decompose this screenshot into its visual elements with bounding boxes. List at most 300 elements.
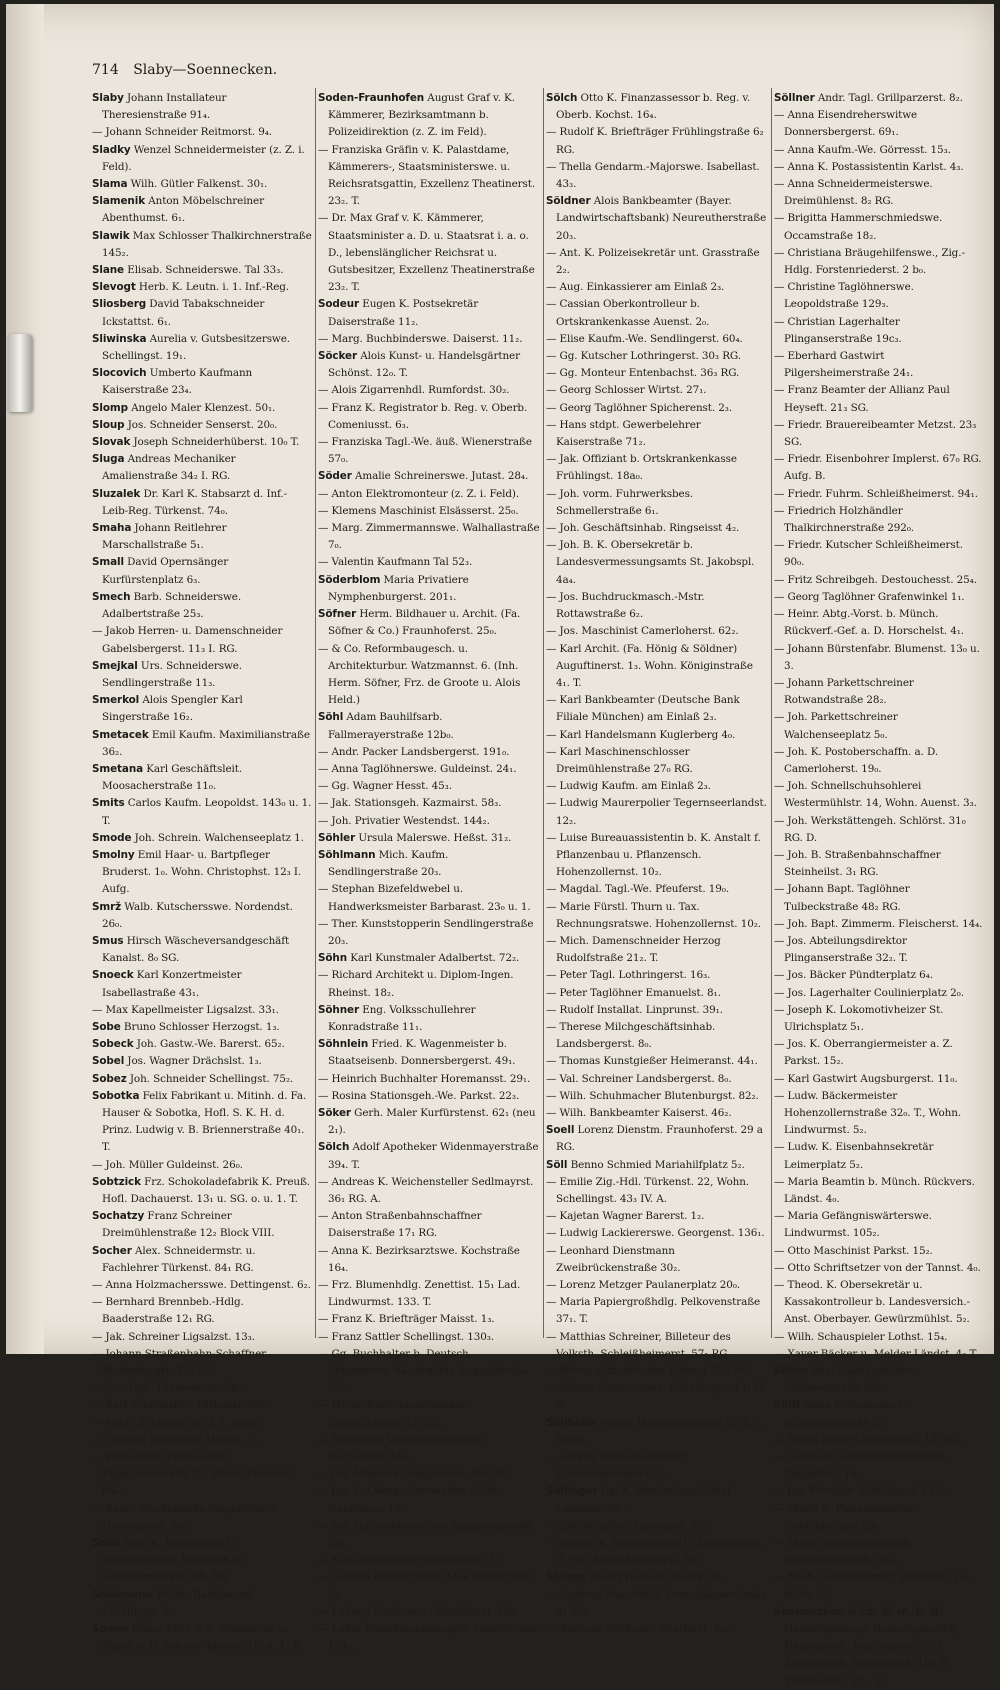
entry-surname: Smejkal xyxy=(92,659,138,672)
directory-entry xyxy=(318,400,540,434)
directory-entry xyxy=(318,1569,540,1603)
entry-text: — Johann Schneider Reitmorst. 9₄. xyxy=(92,126,272,139)
directory-entry xyxy=(318,813,540,830)
entry-surname: Slaby xyxy=(92,92,124,104)
directory-entry xyxy=(774,1501,986,1535)
entry-text: Adolf Apotheker Widenmayerstraße 39₄. T. xyxy=(328,1141,539,1171)
directory-entry xyxy=(92,554,312,588)
directory-entry xyxy=(318,916,540,950)
directory-entry xyxy=(546,1535,768,1569)
directory-entry xyxy=(92,1019,312,1036)
entry-text: — Ant. K. Polizeisekretär unt. Grasstraße 2₂. xyxy=(546,246,760,277)
entry-surname: Sölter xyxy=(774,1365,809,1378)
entry-text: Emil K. Registrator b. Hauptzollamts München III Lindwurmstraße 58₂ SG. xyxy=(102,1537,245,1584)
entry-text: Hirsch Wäscheversandgeschäft Kanalst. 8₀ SG. xyxy=(102,934,290,965)
entry-text: — Joseph K. Lokomotivheizer St. Ulrichsplatz 5₁. xyxy=(774,1003,944,1033)
entry-text: Bruno Schlosser Herzogst. 1₃. xyxy=(123,1020,280,1033)
entry-text: — Jak. Stationsgeh. Kazmairst. 58₃. xyxy=(318,797,502,810)
entry-text: Amalie Schreinerswe. Jutast. 28₄. xyxy=(354,470,529,483)
entry-text: — Anna Schneidermeisterswe. Dreimühlenst. 8₂ RG. xyxy=(774,178,933,208)
directory-entry xyxy=(92,262,312,279)
entry-text: — Franz Sattler Schellingst. 130₃. xyxy=(318,1330,495,1343)
directory-entry xyxy=(546,124,768,158)
directory-entry xyxy=(546,985,768,1002)
directory-entry xyxy=(774,245,986,279)
entry-text: Wenzel Schneidermeister (z. Z. i. Feld). xyxy=(102,143,305,173)
column-3 xyxy=(546,90,768,1636)
directory-entry xyxy=(774,451,986,485)
directory-entry xyxy=(774,1260,986,1277)
directory-entry xyxy=(546,1518,768,1535)
directory-entry xyxy=(92,727,312,761)
directory-entry xyxy=(774,1569,986,1603)
directory-entry xyxy=(774,778,986,812)
directory-entry xyxy=(546,331,768,348)
directory-entry xyxy=(92,1088,312,1157)
entry-surname: Soden-Fraunhofen xyxy=(318,92,425,104)
directory-entry xyxy=(546,365,768,382)
directory-entry xyxy=(92,933,312,967)
page-title: Slaby—Soennecken. xyxy=(133,62,278,78)
directory-entry xyxy=(92,1002,312,1019)
directory-entry xyxy=(92,193,312,227)
entry-text: — Dr. Max Graf v. K. Kämmerer, Staatsminister a. D. u. Staatsrat i. a. o. D., lebenslänglicher Reichsrat u. Gutsbesitzer, Exzellenz Theatinerstraße 23₂. T. xyxy=(318,212,535,294)
directory-page xyxy=(6,4,994,1687)
entry-text: — Christian Lagerhalter Plinganserstraße 19c₃. xyxy=(774,315,902,345)
directory-entry xyxy=(774,348,986,382)
directory-entry xyxy=(92,1071,312,1088)
entry-text: Emil Kaufm. Maximilianstraße 36₂. xyxy=(102,728,310,758)
directory-entry xyxy=(546,641,768,693)
directory-entry xyxy=(92,90,312,124)
entry-text: — Franz K. Briefträger Maisst. 1₃. xyxy=(318,1313,495,1326)
directory-entry xyxy=(318,709,540,743)
directory-entry xyxy=(318,744,540,761)
entry-surname: Slama xyxy=(92,178,128,191)
directory-entry xyxy=(546,193,768,245)
entry-text: — Johann Parkettschreiner Rotwandstraße 28₂. xyxy=(774,676,914,707)
entry-text: — Elise Kaufm.-We. Sendlingerst. 60₄. xyxy=(546,332,743,345)
entry-text: — Franz Beamter der Allianz Paul Heyseft. 21₃ SG. xyxy=(774,384,950,414)
directory-entry xyxy=(318,382,540,399)
directory-entry xyxy=(546,1174,768,1208)
entry-text: — Jos. Haltestellenwitwe Augustenstraße 56₃. xyxy=(318,1519,533,1550)
directory-entry xyxy=(546,1019,768,1053)
entry-text: Anna Schlosserswe. Hildegardstraße 5₀. xyxy=(784,1399,907,1429)
entry-text: — Franziska Gräfin v. K. Palastdame, Kämmerers-, Staatsministerswe. u. Reichsratsgattin, Exzellenz Theatinerst. 23₂. T. xyxy=(318,143,536,208)
entry-text: Franz Schreiner Dreimühlenstraße 12₂ Block VIII. xyxy=(102,1210,275,1240)
entry-text: — & Co. Reformbaugesch. u. Architekturbur. Watzmannst. 6. (Inh. Herm. Söfner, Frz. de Groote u. Alois Held.) xyxy=(318,642,521,707)
entry-text: — Jos. Abteilungsdirektor Plinganserstraße 32₂. T. xyxy=(774,934,908,965)
directory-entry xyxy=(546,1587,768,1621)
entry-surname: Söhn xyxy=(318,952,348,965)
entry-text: — Aug. Einkassierer am Einlaß 2₃. xyxy=(546,281,725,294)
directory-entry xyxy=(92,967,312,1001)
entry-text: Felix Fabrikant u. Mitinh. d. Fa. Hauser & Sobotka, Hofl. S. K. H. d. Prinz. Ludwig v. B. Briennerstraße 40₁. T. xyxy=(102,1089,307,1154)
entry-surname: Sode xyxy=(92,1537,121,1550)
directory-entry xyxy=(318,778,540,795)
entry-surname: Söhlmann xyxy=(318,848,376,861)
entry-text: — Maria K. Postassistentin Isabellastraße 28₄. xyxy=(774,1502,914,1532)
entry-text: — Ludwig Kaufm. am Einlaß 2₃. xyxy=(546,780,711,793)
entry-surname: Söllner xyxy=(546,1571,587,1584)
directory-entry xyxy=(774,417,986,451)
directory-entry xyxy=(546,348,768,365)
entry-text: Elisab. Schneiderswe. Tal 33₃. xyxy=(127,264,284,277)
entry-surname: Söcker xyxy=(318,350,357,363)
entry-text: — Anton Straßenbahnschaffner Daiserstraße 17₁ RG. xyxy=(318,1210,482,1240)
directory-entry xyxy=(92,1157,312,1174)
directory-entry xyxy=(92,486,312,520)
directory-entry xyxy=(774,641,986,675)
entry-text: Alois Privatier Geyerst. 9₂. xyxy=(589,1571,727,1584)
entry-text: — Joh. Geschäftsinhab. Ringseisst 4₂. xyxy=(546,522,740,535)
directory-entry xyxy=(546,279,768,296)
entry-text: — Anna K. Bezirksarztswe. Kochstraße 16₄. xyxy=(318,1244,520,1274)
directory-entry xyxy=(546,417,768,451)
directory-entry xyxy=(92,142,312,176)
directory-entry xyxy=(774,1363,986,1397)
directory-entry xyxy=(774,1329,986,1346)
entry-text: — Christine Taglöhnerswe. Leopoldstraße 129₃. xyxy=(774,281,914,311)
directory-entry xyxy=(774,1346,986,1363)
directory-entry xyxy=(92,761,312,795)
entry-surname: Söhner xyxy=(318,1003,359,1016)
directory-entry xyxy=(546,1569,768,1586)
directory-entry xyxy=(774,1071,986,1088)
directory-entry xyxy=(318,348,540,382)
entry-text: David Opernsänger Kurfürstenplatz 6₃. xyxy=(102,556,229,586)
entry-text: — Thomas Schneider Marsst. 7₁. xyxy=(92,1433,262,1446)
directory-entry xyxy=(318,1105,540,1139)
directory-entry xyxy=(774,675,986,709)
entry-surname: Söldner xyxy=(546,195,591,208)
entry-text: August Graf v. K. Kämmerer, Bezirksamtmann b. Polizeidirektion (z. Z. im Feld). xyxy=(328,92,515,139)
entry-text: — Brigitta Hammerschmiedswe. Occamstraße 18₂. xyxy=(774,212,943,242)
directory-entry xyxy=(546,795,768,829)
directory-entry xyxy=(318,1139,540,1173)
directory-entry xyxy=(774,847,986,881)
directory-entry xyxy=(318,950,540,967)
entry-text: Karl Kunstmaler Adalbertst. 72₂. xyxy=(350,952,520,965)
entry-surname: Slocovich xyxy=(92,367,147,380)
entry-surname: Soell xyxy=(546,1124,575,1137)
entry-text: — Karl Gastwirt Augsburgerst. 11₀. xyxy=(774,1072,958,1085)
directory-entry xyxy=(92,417,312,434)
directory-entry xyxy=(546,933,768,967)
directory-entry xyxy=(774,881,986,915)
directory-entry xyxy=(774,744,986,778)
entry-text: — Thomas Kunstgießer Heimeranst. 44₁. xyxy=(546,1055,758,1068)
directory-entry xyxy=(318,572,540,606)
entry-text: — Andreas K. Weichensteller Sedlmayrst. 36₁ RG. A. xyxy=(318,1175,534,1205)
directory-entry xyxy=(546,400,768,417)
entry-text: — Jos. Buchdruckmasch.-Mstr. Rottawstraße 6₂. xyxy=(546,590,705,621)
entry-text: Andreas Mechaniker Amalienstraße 34₂ I. RG. xyxy=(102,453,236,483)
directory-entry xyxy=(546,1415,768,1449)
entry-text: Joh. Schrein. Walchenseeplatz 1. xyxy=(134,831,304,844)
directory-entry xyxy=(546,1243,768,1277)
directory-entry xyxy=(774,1243,986,1260)
entry-surname: Söfner xyxy=(318,608,357,621)
directory-entry xyxy=(774,1397,986,1431)
directory-entry xyxy=(318,1466,540,1483)
entry-text: — Joh. Parkettschreiner Walchenseeplatz 5₀. xyxy=(774,711,898,741)
directory-entry xyxy=(92,1174,312,1208)
directory-entry xyxy=(92,658,312,692)
entry-text: — Magdal. Tagl.-We. Pfeuferst. 19₀. xyxy=(546,883,730,896)
entry-text: — Lorenz Volksschullehrer Lindwurmstraße 62₄. xyxy=(546,1451,685,1481)
entry-text: Herm. Bildhauer u. Archit. (Fa. Söfner & Co.) Fraunhoferst. 25₀. xyxy=(328,608,521,638)
entry-text: Jos. Wagner Drächslst. 1₃. xyxy=(127,1055,262,1068)
directory-entry xyxy=(92,1380,312,1397)
directory-entry xyxy=(546,382,768,399)
directory-entry xyxy=(774,314,986,348)
entry-text: — Maria Papiergroßhdlg. Pelkovenstraße 37₁. T. xyxy=(546,1296,761,1326)
entry-text: — Karl Maschinenschlosser Dreimühlenstraße 27₀ RG. xyxy=(546,745,693,775)
directory-entry xyxy=(92,331,312,365)
entry-text: — Jos. K. Oberrangiermeister a. Z. Parkst. 15₂. xyxy=(774,1038,953,1068)
entry-text: — Karl Handelsmann Kuglerberg 4₀. xyxy=(546,728,736,741)
entry-text: — Ludwig Lackiererswe. Georgenst. 136₁. xyxy=(546,1227,765,1240)
entry-surname: Söll xyxy=(546,1158,568,1171)
entry-text: — Marie Fürstl. Thurn u. Tax. Rechnungsratswe. Hohenzollernst. 10₂. xyxy=(546,900,762,930)
directory-entry xyxy=(92,365,312,399)
entry-text: Gerh. Maler Kurfürstenst. 62₁ (neu 2₁). xyxy=(328,1106,536,1137)
directory-entry xyxy=(92,623,312,657)
entry-surname: Smits xyxy=(92,797,125,810)
directory-entry xyxy=(92,795,312,829)
directory-entry xyxy=(92,1415,312,1432)
entry-text: — Jakob Herren- u. Damenschneider Gabelsbergerst. 11₃ I. RG. xyxy=(92,625,283,655)
entry-text: — Frz. Blumenhdlg. Zenettist. 15₁ Lad. Lindwurmst. 133. T. xyxy=(318,1279,521,1309)
directory-entry xyxy=(774,1535,986,1569)
directory-entry xyxy=(92,228,312,262)
directory-entry xyxy=(546,90,768,124)
entry-text: Anton Möbelschreiner Abenthumst. 6₁. xyxy=(102,195,264,225)
directory-entry xyxy=(318,210,540,296)
entry-text: Alois Kunst- u. Handelsgärtner Schönst. 12₀. T. xyxy=(328,350,520,380)
directory-entry xyxy=(546,727,768,744)
entry-surname: Sobez xyxy=(92,1072,127,1085)
directory-entry xyxy=(318,967,540,1001)
directory-entry xyxy=(92,434,312,451)
entry-text: — Kajetan Wagner Barerst. 1₂. xyxy=(546,1210,705,1223)
entry-text: — Joh. Schäffler Kazmairst. 77₄. xyxy=(546,1519,713,1532)
entry-text: — Theod. K. Obersekretär u. Kassakontrolleur b. Landesversich.-Anst. Oberbayer. Gewürzmühlst. 5₂. xyxy=(774,1279,970,1326)
entry-text: — Anna Taglöhnerswe. Guldeinst. 24₁. xyxy=(318,762,517,775)
entry-text: — Joh. Müller Guldeinst. 26₀. xyxy=(92,1158,243,1171)
column-rule xyxy=(315,88,316,1338)
directory-entry xyxy=(774,210,986,244)
entry-text: David Tabakschneider Ickstattst. 6₁. xyxy=(102,298,265,328)
entry-text: Frz. Schokoladefabrik K. Preuß. Hofl. Dachauerst. 13₁ u. SG. o. u. 1. T. xyxy=(102,1175,311,1205)
directory-entry xyxy=(774,589,986,606)
entry-text: — Otto Maschinist Parkst. 15₂. xyxy=(774,1244,933,1257)
entry-text: — Peter Tagl. Lothringerst. 16₃. xyxy=(546,969,711,982)
directory-entry xyxy=(774,1036,986,1070)
directory-entry xyxy=(546,1002,768,1019)
directory-entry xyxy=(318,830,540,847)
entry-text: — Mich. Schreinermstr. Zenettist. 23₀ Wohn. 7₂. xyxy=(774,1571,971,1601)
entry-text: — Xaver Bäcker u. Melder Ländst. 4₀ T. xyxy=(774,1347,978,1360)
entry-text: — Gg. Kutscher Lothringerst. 30₃ RG. xyxy=(546,350,741,363)
entry-text: Karl Konzertmeister Isabellastraße 43₁. xyxy=(102,969,242,999)
directory-entry xyxy=(318,468,540,485)
entry-text: — Mich. Damenschneider Herzog Rudolfstraße 21₂. T. xyxy=(546,934,721,965)
directory-entry xyxy=(546,899,768,933)
directory-entry xyxy=(318,1552,540,1569)
directory-entry xyxy=(318,1621,540,1655)
entry-text: — Maria Gefängniswärterswe. Lindwurmst. 105₂. xyxy=(774,1210,932,1240)
entry-surname: Small xyxy=(92,556,124,569)
directory-entry xyxy=(774,985,986,1002)
entry-surname: Söllheim xyxy=(546,1416,596,1429)
directory-entry xyxy=(318,486,540,503)
directory-entry xyxy=(774,1139,986,1173)
entry-surname: Slane xyxy=(92,264,125,277)
directory-entry xyxy=(546,830,768,882)
entry-text: — Heinrich Buchhalter Horemansst. 29₁. xyxy=(318,1072,531,1085)
entry-text: — Eberhard Gastwirt Pilgersheimerstraße 24₁. xyxy=(774,350,914,380)
entry-surname: Söder xyxy=(318,470,352,483)
directory-entry xyxy=(92,1208,312,1242)
entry-surname: Slamenik xyxy=(92,195,145,208)
directory-entry xyxy=(546,744,768,778)
entry-surname: Smetacek xyxy=(92,728,149,741)
directory-entry xyxy=(546,692,768,726)
column-rule xyxy=(543,88,544,1338)
entry-text: — Friedr. Brauereibeamter Metzst. 23₃ SG. xyxy=(774,418,977,449)
directory-entry xyxy=(92,1277,312,1294)
directory-entry xyxy=(318,1277,540,1311)
entry-surname: Sobel xyxy=(92,1055,125,1068)
entry-surname: Söderblom xyxy=(318,573,381,586)
entry-text: — Maria Beamtin b. Münch. Rückvers. Ländst. 4₀. xyxy=(774,1175,975,1205)
entry-surname: Smerkol xyxy=(92,694,140,707)
directory-entry xyxy=(774,382,986,416)
entry-text: — Anna K. Postassistentin Karlst. 4₃. xyxy=(774,160,964,173)
directory-entry xyxy=(318,1483,540,1517)
entry-text: — Klemens Maschinist Elsässerst. 25₀. xyxy=(318,504,519,517)
entry-text: Lorenz Dienstm. Fraunhoferst. 29 a RG. xyxy=(556,1124,763,1154)
entry-text: — Anton Elektromonteur (z. Z. i. Feld). xyxy=(318,487,520,500)
entry-surname: Sochatzy xyxy=(92,1210,145,1223)
entry-surname: Soennecken & Co. G. m. b. H. xyxy=(774,1605,943,1618)
entry-text: Urs. Schneiderswe. Sendlingerstraße 11₃. xyxy=(102,659,243,689)
directory-entry xyxy=(92,520,312,554)
directory-entry xyxy=(546,1483,768,1517)
entry-text: — Richard Architekt u. Diplom-Ingen. Rheinst. 18₂. xyxy=(318,969,514,999)
entry-text: — Joh. vorm. Fuhrwerksbes. Schmellerstraße 6₁. xyxy=(546,487,693,517)
entry-text: — Joh. B. K. Obersekretär b. Landesvermessungsamts St. Jakobspl. 4a₄. xyxy=(546,539,755,586)
directory-entry xyxy=(92,1432,312,1449)
entry-text: — Emilie Zig.-Hdl. Türkenst. 22, Wohn. Schellingst. 43₃ IV. A. xyxy=(546,1175,749,1205)
directory-entry xyxy=(318,1397,540,1431)
page-gutter xyxy=(6,4,44,1354)
entry-text: — Hans stdpt. Gewerbelehrer Kaiserstraße 71₂. xyxy=(546,418,701,449)
entry-text: — Wilh. Schauspieler Lothst. 15₄. xyxy=(774,1330,948,1343)
entry-text: — Leonhard Dienstmann Zweibrückenstraße 30₂. xyxy=(546,1244,681,1274)
entry-text: Johann Reitlehrer Marschallstraße 5₁. xyxy=(102,522,227,552)
entry-text: — Rosina Stationsgeh.-We. Parkst. 22₃. xyxy=(318,1089,520,1102)
directory-entry xyxy=(318,795,540,812)
entry-text: — Jos. Monteur Ganghoferst. 80₃ RG. xyxy=(318,1468,512,1481)
directory-entry xyxy=(318,1311,540,1328)
entry-text: — Joh. Bapt. Zimmerm. Fleischerst. 14₄. xyxy=(774,917,983,930)
entry-text: Walter Bankbeamt. Frühlingst. 3₁. xyxy=(102,1588,256,1618)
directory-entry xyxy=(774,537,986,571)
entry-surname: Sölch xyxy=(546,92,578,104)
directory-entry xyxy=(92,1397,312,1414)
entry-surname: Söltl xyxy=(774,1399,801,1412)
entry-text: Emil Haar- u. Bartpfleger Bruderst. 1₀. Wohn. Christophst. 12₃ I. Aufg. xyxy=(102,848,302,896)
entry-text: — Heinr. Abtg.-Vorst. b. Münch. Rückverf.-Gef. a. D. Horschelst. 4₁. xyxy=(774,608,964,638)
directory-entry xyxy=(546,486,768,520)
entry-text: — Maria Taglöhnersgattin Blutenburgstraße 35₃. xyxy=(774,1537,910,1567)
entry-text: — Xaver Straßenbahn-Wagenführer Horemansst. 24₂. xyxy=(92,1502,277,1532)
entry-text: — Johann Bürstenfabr. Blumenst. 13₀ u. 3. xyxy=(774,642,980,672)
directory-entry xyxy=(774,107,986,141)
directory-entry xyxy=(774,486,986,503)
directory-entry xyxy=(546,589,768,623)
directory-entry xyxy=(774,1277,986,1329)
entry-text: Eng. Volksschullehrer Konradstraße 11₁. xyxy=(328,1003,476,1033)
entry-surname: Slawik xyxy=(92,229,130,242)
directory-entry xyxy=(318,296,540,330)
entry-surname: Smus xyxy=(92,934,124,947)
column-2 xyxy=(318,90,540,1653)
entry-text: — Stephan Bizefeldwebel u. Handwerksmeister Barbarast. 23₀ u. 1. xyxy=(318,883,531,913)
entry-text: Friedr. Volksschullehrer (z. Z. i. Feld). xyxy=(556,1416,762,1446)
entry-text: Walb. Kutschersswe. Nordendst. 26₀. xyxy=(102,900,293,930)
directory-entry xyxy=(774,1208,986,1242)
directory-entry xyxy=(318,1208,540,1242)
entry-text: — Ludwig Kaufmann Ohlmüllerst. 28₄. xyxy=(318,1605,518,1618)
entry-surname: Smolny xyxy=(92,848,135,861)
directory-entry xyxy=(318,761,540,778)
directory-entry xyxy=(318,142,540,211)
directory-entry xyxy=(546,1071,768,1088)
entry-text: — Rudolf K. Briefträger Frühlingstraße 6₂ RG. xyxy=(546,126,764,156)
entry-surname: Smode xyxy=(92,831,132,844)
entry-text: — Friedr. Kutscher Schleißheimerst. 90₀. xyxy=(774,539,963,569)
directory-entry xyxy=(546,1122,768,1156)
column-4 xyxy=(774,90,986,1687)
directory-entry xyxy=(546,537,768,589)
entry-text: — Christiana Bräugehilfenswe., Zig.-Hdlg. Forstenriederst. 2 b₀. xyxy=(774,246,965,277)
directory-entry xyxy=(774,503,986,537)
entry-text: Herb. K. Leutn. i. 1. Inf.-Reg. xyxy=(138,281,289,294)
entry-text: — Jos. Privatier Schellingst. 117₂. xyxy=(774,1485,949,1498)
directory-entry xyxy=(92,1294,312,1328)
directory-entry xyxy=(318,641,540,710)
entry-text: — Otto Schriftsetzer von der Tannst. 4₀. xyxy=(774,1261,981,1274)
directory-entry xyxy=(546,1105,768,1122)
directory-entry xyxy=(318,1329,540,1346)
entry-text: — Friedr. Eisenbohrer Implerst. 67₀ RG. Aufg. B. xyxy=(774,453,982,483)
directory-entry xyxy=(546,296,768,330)
directory-entry xyxy=(546,1157,768,1174)
entry-text: — Karl Bankbeamter (Deutsche Bank Filiale München) am Einlaß 2₃. xyxy=(546,694,740,724)
entry-text: — Rudolf Installat. Linprunst. 39₁. xyxy=(546,1003,723,1016)
entry-surname: Sliwinska xyxy=(92,332,147,345)
entry-text: Maria Privatiere Nymphenburgerst. 201₁. xyxy=(328,573,469,603)
entry-text: — Herm. Elektromechaniker Dreimühlenst. 33₂ SG. xyxy=(318,1399,467,1429)
directory-entry xyxy=(92,1329,312,1346)
directory-entry xyxy=(92,1621,312,1655)
entry-text: — Bernhard Brennbeb.-Hdlg. Baaderstraße 12₁ RG. xyxy=(92,1296,244,1326)
